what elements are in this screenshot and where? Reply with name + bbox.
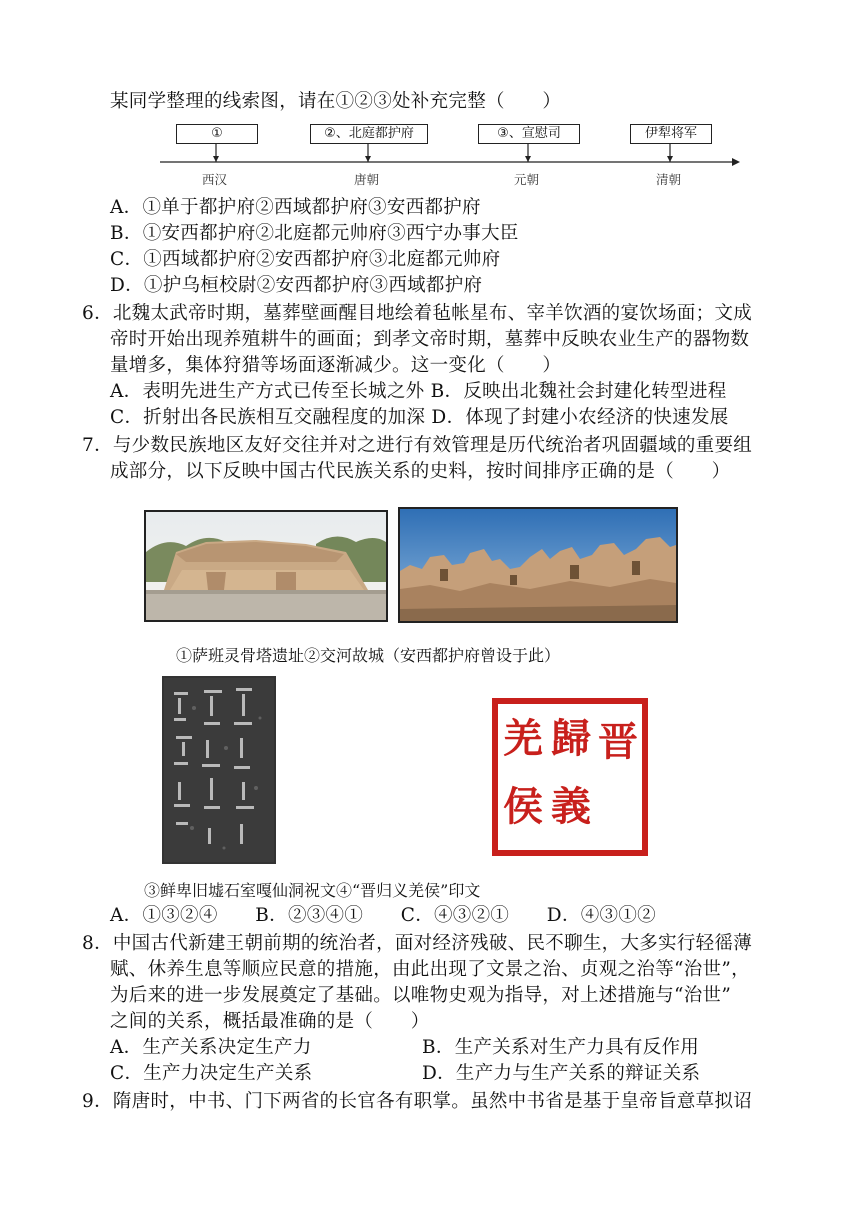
q7-caption-1: ①萨班灵骨塔遗址②交河故城（安西都护府曾设于此） [176,646,561,665]
q6-line-1: 6．北魏太武帝时期，墓葬壁画醒目地绘着毡帐星布、宰羊饮酒的宴饮场面；文成 [82,303,753,324]
timeline-era-3: 元朝 [514,172,540,187]
q8-line-4: 之间的关系，概括最准确的是（ ） [110,1011,430,1032]
q8-line-2: 赋、休养生息等顺应民意的措施，由此出现了文景之治、贞观之治等“治世”， [110,959,750,980]
q7-options: A．①③②④ B．②③④① C．④③②① D．④③①② [110,905,656,926]
q5-stem: 某同学整理的线索图，请在①②③处补充完整（ ） [110,91,562,112]
seal-char-jin: 晋 [598,718,638,765]
pagoda-ruins-photo [144,510,388,622]
q5-option-d: D．①护乌桓校尉②安西都护府③西域都护府 [110,275,483,296]
timeline-era-1: 西汉 [202,172,228,187]
seal-char-yi: 義 [551,783,591,830]
q8-line-3: 为后来的进一步发展奠定了基础。以唯物史观为指导，对上述措施与“治世” [110,985,732,1006]
q7-caption-2: ③鲜卑旧墟石室嘎仙洞祝文④“晋归义羌侯”印文 [144,881,481,900]
q5-option-c: C．①西域都护府②安西都护府③北庭都元帅府 [110,249,501,270]
q5-option-a: A．①单于都护府②西域都护府③安西都护府 [110,197,481,218]
gaxian-cave-inscription-rubbing [162,676,276,864]
timeline-box-2: ②、北庭都护府 [310,124,428,144]
q8-option-c: C．生产力决定生产关系 [110,1063,313,1084]
q6-line-3: 量增多，集体狩猎等场面逐渐减少。这一变化（ ） [110,355,562,376]
q7-line-2: 成部分，以下反映中国古代民族关系的史料，按时间排序正确的是（ ） [110,461,731,482]
timeline-era-4: 清朝 [656,172,682,187]
q8-option-d: D．生产力与生产关系的辩证关系 [422,1063,701,1084]
q6-option-ab: A．表明先进生产方式已传至长城之外 B．反映出北魏社会封建化转型进程 [110,381,727,402]
timeline-box-4: 伊犁将军 [630,124,712,144]
jin-gui-yi-qiang-hou-seal [492,698,648,856]
timeline-era-2: 唐朝 [354,172,380,187]
seal-char-gui: 歸 [551,715,591,762]
q8-option-a: A．生产关系决定生产力 [110,1037,312,1058]
seal-char-hou: 侯 [503,783,543,830]
q9-line-1: 9．隋唐时，中书、门下两省的长官各有职掌。虽然中书省是基于皇帝旨意草拟诏 [82,1091,753,1112]
q8-line-1: 8．中国古代新建王朝前期的统治者，面对经济残破、民不聊生，大多实行轻徭薄 [82,933,753,954]
q6-option-cd: C．折射出各民族相互交融程度的加深 D．体现了封建小农经济的快速发展 [110,407,729,428]
jiaohe-ancient-city-photo [398,507,678,623]
q7-line-1: 7．与少数民族地区友好交往并对之进行有效管理是历代统治者巩固疆域的重要组 [82,435,753,456]
timeline-box-1: ① [176,124,258,144]
q5-option-b: B．①安西都护府②北庭都元帅府③西宁办事大臣 [110,223,519,244]
timeline-box-3: ③、宣慰司 [478,124,580,144]
q6-line-2: 帝时开始出现养殖耕牛的画面；到孝文帝时期，墓葬中反映农业生产的器物数 [110,329,750,350]
seal-char-qiang: 羌 [503,715,543,762]
q8-option-b: B．生产关系对生产力具有反作用 [422,1037,700,1058]
clue-timeline [160,120,740,190]
